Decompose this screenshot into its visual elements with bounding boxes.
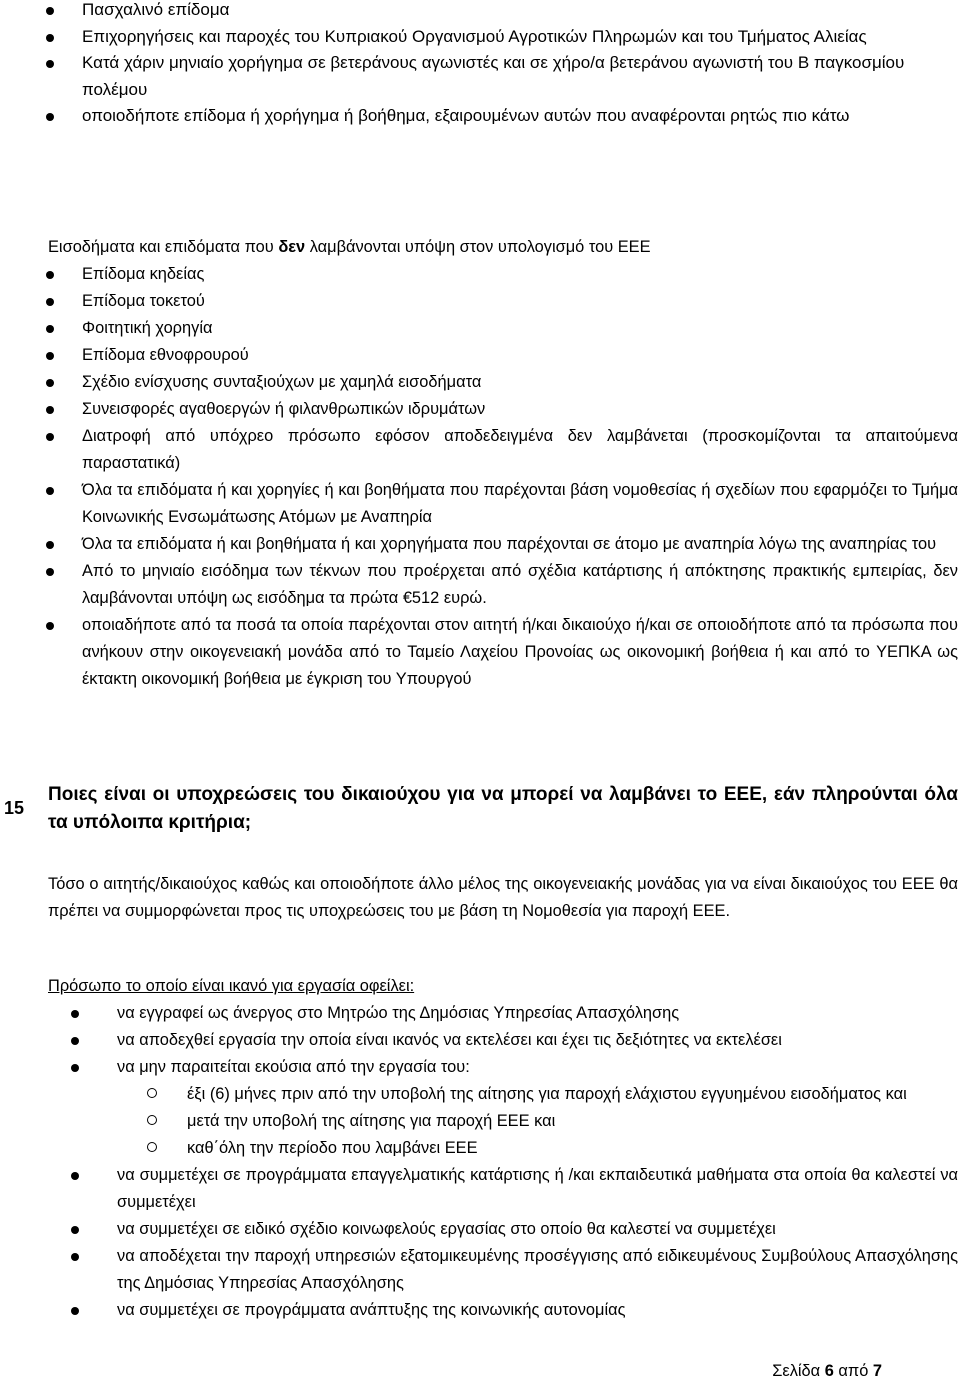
bullet-icon bbox=[46, 34, 54, 42]
bullet-icon bbox=[71, 1010, 79, 1018]
bullet-icon bbox=[46, 60, 54, 68]
question-title: Ποιες είναι οι υποχρεώσεις του δικαιούχου για να μπορεί να λαμβάνει το ΕΕΕ, εάν πληρούνται όλα τα υπόλοιπα κριτήρια; bbox=[48, 784, 958, 833]
bullet-icon bbox=[71, 1307, 79, 1315]
list-item: Κατά χάριν μηνιαίο χορήγημα σε βετεράνους αγωνιστές και σε χήρο/α βετεράνου αγωνιστή του Β παγκοσμίου πολέμου bbox=[82, 50, 958, 103]
bullet-icon bbox=[71, 1253, 79, 1261]
bullet-icon bbox=[46, 433, 54, 441]
list-item: Πασχαλινό επίδομα bbox=[82, 0, 958, 24]
list-item: Επιχορηγήσεις και παροχές του Κυπριακού Οργανισμού Αγροτικών Πληρωμών και του Τμήματος Αλιείας bbox=[82, 24, 958, 51]
list-item: οποιαδήποτε από τα ποσά τα οποία παρέχονται στον αιτητή ή/και δικαιούχο ή/και σε οποιοδήποτε από τα πρόσωπα που ανήκουν στην οικογενειακή μονάδα από το Ταμείο Λαχείου Προνοίας ως οικονομική βοήθεια ή και από το ΥΕΠΚΑ ως έκτακτη οικονομική βοήθεια με έγκριση του Υπουργού bbox=[82, 612, 958, 693]
bullet-icon bbox=[46, 622, 54, 630]
list-item: να συμμετέχει σε προγράμματα επαγγελματικής κατάρτισης ή /και εκπαιδευτικά μαθήματα στα οποία θα καλεστεί να συμμετέχει bbox=[117, 1162, 958, 1216]
bullet-icon bbox=[71, 1064, 79, 1072]
bullet-icon bbox=[46, 568, 54, 576]
income-list-top bbox=[82, 0, 958, 130]
list-item: Επίδομα εθνοφρουρού bbox=[82, 342, 958, 369]
list-item: να μην παραιτείται εκούσια από την εργασία του: έξι (6) μήνες πριν από την υποβολή της αίτησης για παροχή ελάχιστου εγγυημένου εισοδήματος και μετά την υποβολή της αίτησης για παροχή ΕΕΕ και καθ΄όλη την περίοδο που λαμβάνει ΕΕΕ bbox=[117, 1054, 958, 1162]
list-item: να συμμετέχει σε προγράμματα ανάπτυξης της κοινωνικής αυτονομίας bbox=[117, 1297, 958, 1324]
bullet-icon bbox=[46, 298, 54, 306]
question-number: 15 bbox=[4, 798, 25, 818]
list-item: Όλα τα επιδόματα ή και βοηθήματα ή και χορηγήματα που παρέχονται σε άτομο με αναπηρία λόγω της αναπηρίας του bbox=[82, 531, 958, 558]
bullet-icon bbox=[46, 541, 54, 549]
list-item: Φοιτητική χορηγία bbox=[82, 315, 958, 342]
circle-bullet-icon bbox=[147, 1115, 157, 1125]
bullet-icon bbox=[46, 7, 54, 15]
duties-heading: Πρόσωπο το οποίο είναι ικανό για εργασία οφείλει: bbox=[48, 977, 415, 995]
list-item: Σχέδιο ενίσχυσης συνταξιούχων με χαμηλά εισοδήματα bbox=[82, 369, 958, 396]
excluded-income-section bbox=[48, 234, 958, 693]
bullet-icon bbox=[71, 1172, 79, 1180]
duties-sublist bbox=[187, 1081, 958, 1162]
list-item: να εγγραφεί ως άνεργος στο Μητρώο της Δημόσιας Υπηρεσίας Απασχόλησης bbox=[117, 1000, 958, 1027]
duties-list bbox=[117, 1000, 958, 1324]
bullet-icon bbox=[46, 113, 54, 121]
circle-bullet-icon bbox=[147, 1142, 157, 1152]
bullet-icon bbox=[71, 1037, 79, 1045]
sublist-item: έξι (6) μήνες πριν από την υποβολή της αίτησης για παροχή ελάχιστου εγγυημένου εισοδήματος και bbox=[187, 1081, 958, 1108]
excluded-income-list bbox=[82, 261, 958, 693]
list-item: Συνεισφορές αγαθοεργών ή φιλανθρωπικών ιδρυμάτων bbox=[82, 396, 958, 423]
section-heading: Εισοδήματα και επιδόματα που δεν λαμβάνονται υπόψη στον υπολογισμό του ΕΕΕ bbox=[48, 238, 651, 256]
bullet-icon bbox=[46, 487, 54, 495]
page-footer: Σελίδα 6 από 7 bbox=[772, 1362, 882, 1380]
list-item: Διατροφή από υπόχρεο πρόσωπο εφόσον αποδεδειγμένα δεν λαμβάνεται (προσκομίζονται τα απαιτούμενα παραστατικά) bbox=[82, 423, 958, 477]
list-item: Επίδομα τοκετού bbox=[82, 288, 958, 315]
list-item: Όλα τα επιδόματα ή και χορηγίες ή και βοηθήματα που παρέχονται βάση νομοθεσίας ή σχεδίων που εφαρμόζει το Τμήμα Κοινωνικής Ενσωμάτωσης Ατόμων με Αναπηρία bbox=[82, 477, 958, 531]
sublist-item: μετά την υποβολή της αίτησης για παροχή ΕΕΕ και bbox=[187, 1108, 958, 1135]
bullet-icon bbox=[46, 379, 54, 387]
bullet-icon bbox=[46, 352, 54, 360]
list-item: Από το μηνιαίο εισόδημα των τέκνων που προέρχεται από σχέδια κατάρτισης ή απόκτησης πρακτικής εμπειρίας, δεν λαμβάνονται υπόψη ως εισόδημα τα πρώτα €512 ευρώ. bbox=[82, 558, 958, 612]
bullet-icon bbox=[46, 406, 54, 414]
sublist-item: καθ΄όλη την περίοδο που λαμβάνει ΕΕΕ bbox=[187, 1135, 958, 1162]
list-item: να αποδεχθεί εργασία την οποία είναι ικανός να εκτελέσει και έχει τις δεξιότητες να εκτελέσει bbox=[117, 1027, 958, 1054]
bullet-icon bbox=[71, 1226, 79, 1234]
question-paragraph: Τόσο ο αιτητής/δικαιούχος καθώς και οποιοδήποτε άλλο μέλος της οικογενειακής μονάδας για να είναι δικαιούχος του ΕΕΕ θα πρέπει να συμμορφώνεται προς τις υποχρεώσεις του με βάση τη Νομοθεσία για παροχή ΕΕΕ. bbox=[48, 875, 958, 920]
list-item: Επίδομα κηδείας bbox=[82, 261, 958, 288]
list-item: να αποδέχεται την παροχή υπηρεσιών εξατομικευμένης προσέγγισης από ειδικευμένους Συμβούλους Απασχόλησης της Δημόσιας Υπηρεσίας Απασχόλησης bbox=[117, 1243, 958, 1297]
list-item: οποιοδήποτε επίδομα ή χορήγημα ή βοήθημα, εξαιρουμένων αυτών που αναφέρονται ρητώς πιο κάτω bbox=[82, 103, 958, 130]
bullet-icon bbox=[46, 271, 54, 279]
circle-bullet-icon bbox=[147, 1088, 157, 1098]
list-item: να συμμετέχει σε ειδικό σχέδιο κοινωφελούς εργασίας στο οποίο θα καλεστεί να συμμετέχει bbox=[117, 1216, 958, 1243]
bullet-icon bbox=[46, 325, 54, 333]
